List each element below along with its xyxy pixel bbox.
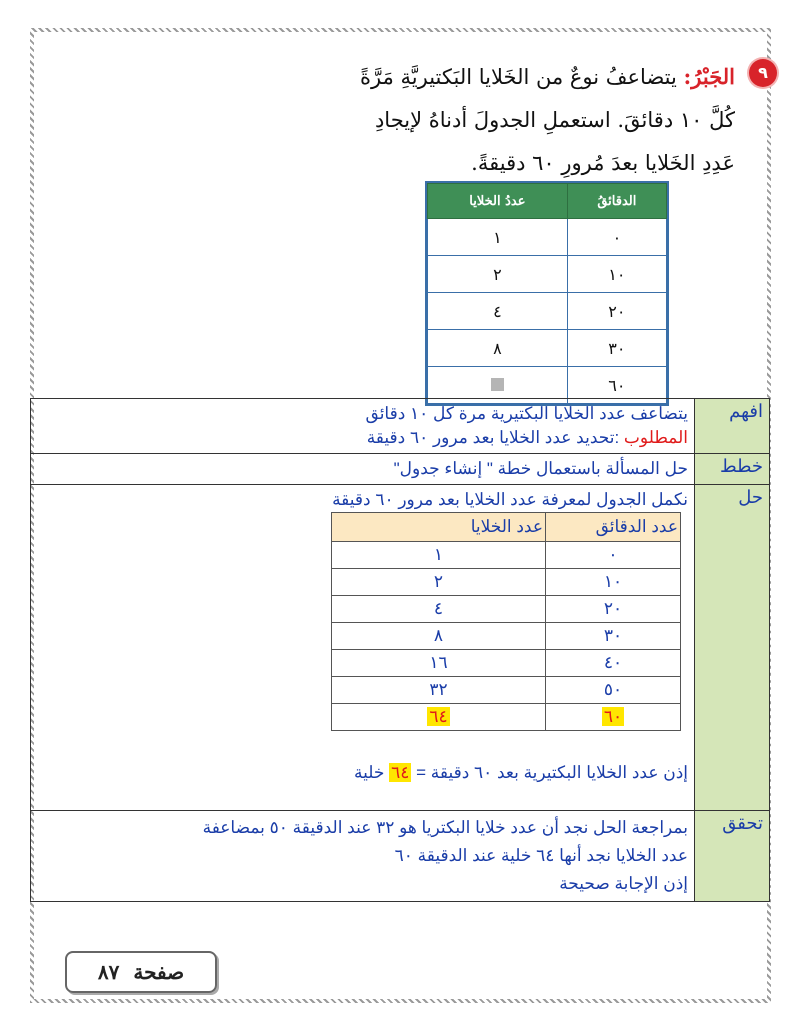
solution-table-header-cells: عدد الخلايا [332,513,546,542]
solution-table [30,398,770,902]
table-row: ٢٠ ٤ [428,293,667,330]
table-row: ٦٠ [428,367,667,404]
required-label: المطلوب [623,428,688,447]
understand-content: يتضاعف عدد الخلايا البكتيرية مرة كل ١٠ دقائق المطلوب :تحديد عدد الخلايا بعد مرور ٦٠ دقيقة [31,399,695,454]
table-row: ٥٠ ٣٢ [332,677,681,704]
solve-intro: نكمل الجدول لمعرفة عدد الخلايا بعد مرور ٦٠ دقيقة [332,490,688,509]
problem-table-header-minutes: الدقائقُ [567,184,666,219]
table-row: ٠ ١ [332,542,681,569]
table-row-highlighted: ٦٠ ٦٤ [332,704,681,731]
check-label: تحقق [695,811,770,902]
plan-label: خطط [695,454,770,485]
solve-label: حل [695,485,770,811]
solution-data-table [331,512,681,731]
answer-highlight: ٦٤ [391,763,410,782]
table-row: ٤٠ ١٦ [332,650,681,677]
solve-content [31,485,695,811]
understand-label: افهم [695,399,770,454]
blank-square-icon [491,378,504,391]
plan-content: حل المسألة باستعمال خطة " إنشاء جدول" [31,454,695,485]
table-row: ٣٠ ٨ [428,330,667,367]
plan-row [31,454,770,485]
table-row: ٣٠ ٨ [332,623,681,650]
table-row: ١٠ ٢ [332,569,681,596]
table-row: ٢٠ ٤ [332,596,681,623]
problem-keyword: الجَبْرُ: [683,64,735,89]
solution-table-header-minutes: عدد الدقائق [546,513,681,542]
table-row: ٠ ١ [428,219,667,256]
problem-line-2: كُلَّ ١٠ دقائقَ. استعملِ الجدولَ أدناهُ لإيجادِ [374,108,735,132]
page-number-box [65,951,217,993]
solve-row [31,485,770,811]
understand-row [31,399,770,454]
problem-number-badge: ٩ [749,59,777,87]
check-content: بمراجعة الحل نجد أن عدد خلايا البكتريا هو ٣٢ عند الدقيقة ٥٠ بمضاعفة عدد الخلايا نجد أنها ٦٤ خلية عند الدقيقة ٦٠ إذن الإجابة صحيحة [31,811,695,902]
problem-table [427,183,667,404]
problem-line-3: عَدِدِ الخَلايا بعدَ مُرورِ ٦٠ دقيقةً. [471,151,735,175]
problem-line-1: الجَبْرُ: يتضاعفُ نوعٌ من الخَلايا البَكتيريَّةِ مَرَّةً [360,64,735,89]
problem-statement [340,55,768,185]
solve-conclusion: إذن عدد الخلايا البكتيرية بعد ٦٠ دقيقة = ٦٤ خلية [353,763,688,782]
page-number: ٨٧ [97,960,120,984]
check-row [31,811,770,902]
table-row: ١٠ ٢ [428,256,667,293]
problem-table-header-cells: عددُ الخلايا [428,184,568,219]
page-label: صفحة [133,960,185,984]
